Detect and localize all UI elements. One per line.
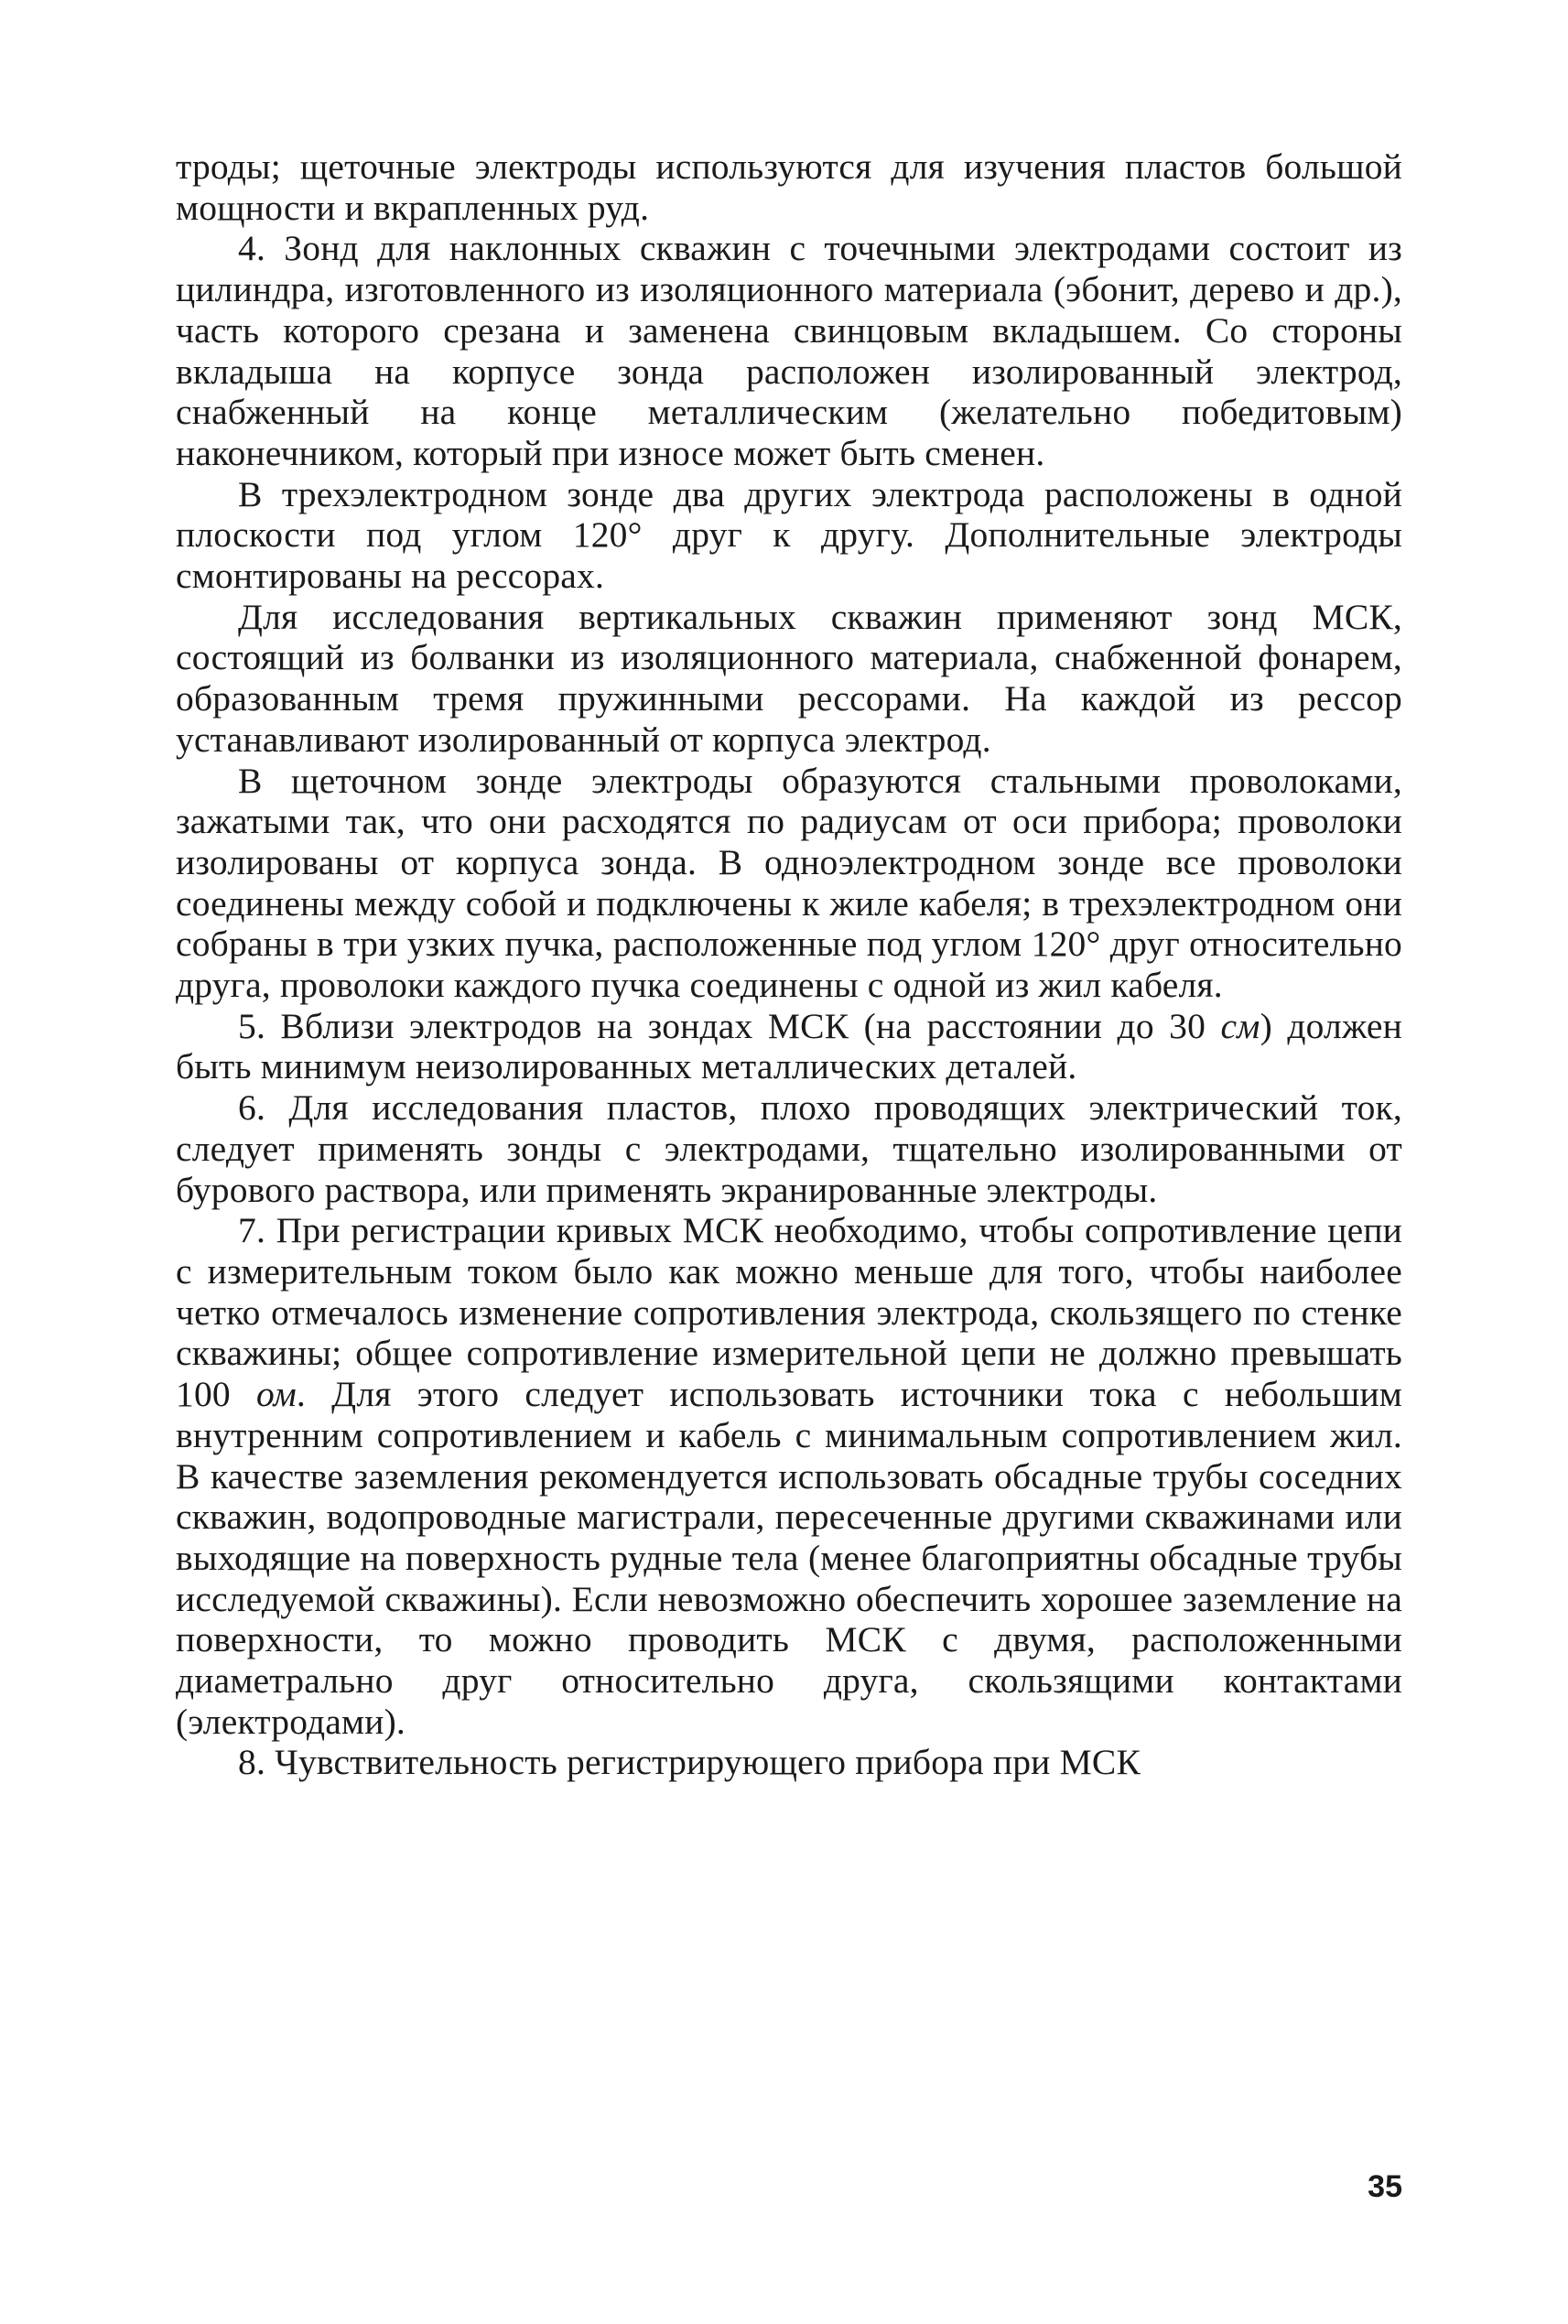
unit-cm: см — [1220, 1005, 1260, 1046]
paragraph-5-text-before: 5. Вблизи электродов на зондах МСК (на расстоянии до 30 — [238, 1005, 1221, 1046]
page-number: 35 — [1368, 2169, 1402, 2204]
paragraph-continuation: троды; щеточные электроды используются для изучения пластов большой мощности и вкрапленных руд. — [176, 146, 1402, 228]
paragraph-vertical-wells-probe: Для исследования вертикальных скважин применяют зонд МСК, состоящий из болванки из изоляционного материала, снабженной фонарем, образованным тремя пружинными рессорами. На каждой из рессор устанавливают изолированный от корпуса электрод. — [176, 596, 1402, 760]
paragraph-7-circuit-resistance — [176, 1210, 1402, 1742]
paragraph-6-poorly-conducting: 6. Для исследования пластов, плохо проводящих электрический ток, следует применять зонды с электродами, тщательно изолированными от бурового раствора, или применять экранированные электроды. — [176, 1087, 1402, 1210]
paragraph-8-sensitivity: 8. Чувствительность регистрирующего прибора при МСК — [238, 1742, 1141, 1783]
paragraph-4-probe-inclined-wells: 4. Зонд для наклонных скважин с точечными электродами состоит из цилиндра, изготовленного из изоляционного материала (эбонит, дерево и др.), часть которого срезана и заменена свинцовым вкладышем. Со стороны вкладыша на корпусе зонда расположен изолированный электрод, снабженный на конце металлическим (желательно победитовым) наконечником, который при износе может быть сменен. — [176, 228, 1402, 473]
paragraph-brush-probe: В щеточном зонде электроды образуются стальными проволоками, зажатыми так, что они расходятся по радиусам от оси прибора; проволоки изолированы от корпуса зонда. В одноэлектродном зонде все проволоки соединены между собой и подключены к жиле кабеля; в трехэлектродном они собраны в три узких пучка, расположенные под углом 120° друг относительно друга, проволоки каждого пучка соединены с одной из жил кабеля. — [176, 760, 1402, 1006]
paragraph-5-text-after: ) должен быть минимум неизолированных металлических деталей. — [176, 1005, 1402, 1087]
paragraph-three-electrode-probe: В трехэлектродном зонде два других электрода расположены в одной плоскости под углом 120° друг к другу. Дополнительные электроды смонтированы на рессорах. — [176, 473, 1402, 597]
paragraph-5-metal-parts — [176, 1006, 1402, 1087]
unit-ohm: ом — [256, 1374, 297, 1415]
paragraph-7-text-before: 7. При регистрации кривых МСК необходимо, чтобы сопротивление цепи с измерительным током было как можно меньше для того, чтобы наиболее четко отмечалось изменение сопротивления электрода, скользящего по стенке скважины; общее сопротивление измерительной цепи не должно превышать 100 — [176, 1210, 1402, 1415]
page-body — [176, 146, 1402, 1783]
paragraph-7-text-after: . Для этого следует использовать источники тока с небольшим внутренним сопротивлением и кабель с минимальным сопротивлением жил. В качестве заземления рекомендуется использовать обсадные трубы соседних скважин, водопроводные магистрали, пересеченные другими скважинами или выходящие на поверхность рудные тела (менее благоприятны обсадные трубы исследуемой скважины). Если невозможно обеспечить хорошее заземление на поверхности, то можно проводить МСК с двумя, расположенными диаметрально друг относительно друга, скользящими контактами (электродами). — [176, 1374, 1402, 1742]
